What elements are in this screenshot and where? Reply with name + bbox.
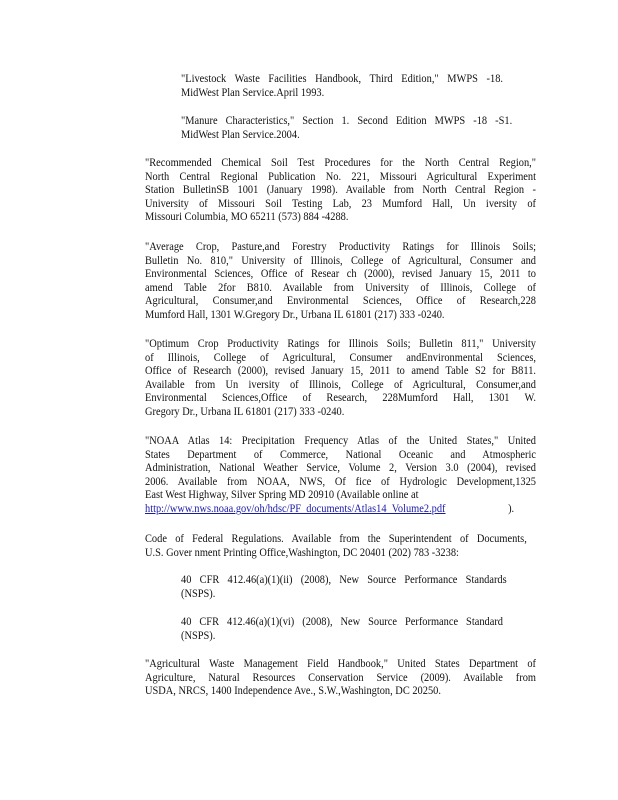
reference-line: Office of Research (2000), revised January 15, 2011 to amend Table S2 for B811.: [145, 365, 536, 378]
reference-line: Station BulletinSB 1001 (January 1998). Available from North Central Region -: [145, 184, 536, 197]
reference-line: "Agricultural Waste Management Field Handbook," United States Department of: [145, 658, 536, 670]
reference-line: University of Missouri Soil Testing Lab, 23 Mumford Hall, Un iversity of: [145, 197, 536, 210]
reference-line: "Optimum Crop Productivity Ratings for Illinois Soils; Bulletin 811," University: [145, 338, 536, 350]
reference-line: (NSPS).: [181, 629, 216, 642]
reference-line: Gregory Dr., Urbana IL 61801 (217) 333 -0240.: [145, 405, 345, 418]
reference-line: Agricultural, Consumer,and Environmental Sciences, Office of Research,228: [145, 295, 536, 308]
reference-line: MidWest Plan Service.April 1993.: [181, 86, 325, 99]
reference-line: Bulletin No. 810," University of Illinois, College of Agricultural, Consumer and: [145, 254, 536, 267]
reference-line: Missouri Columbia, MO 65211 (573) 884 -4288.: [145, 211, 349, 224]
reference-line: 40 CFR 412.46(a)(1)(ii) (2008), New Source Performance Standards: [181, 574, 507, 586]
reference-line: North Central Regional Publication No. 221, Missouri Agricultural Experiment: [145, 170, 536, 183]
reference-line: MidWest Plan Service.2004.: [181, 128, 300, 141]
reference-line: amend Table 2for B810. Available from University of Illinois, College of: [145, 281, 536, 294]
reference-line: Agriculture, Natural Resources Conservation Service (2009). Available from: [145, 671, 536, 684]
reference-line: East West Highway, Silver Spring MD 20910 (Available online at: [145, 489, 419, 502]
reference-line: Administration, National Weather Service, Volume 2, Version 3.0 (2004), revised: [145, 462, 536, 475]
reference-line: 2006. Available from NOAA, NWS, Of fice of Hydrologic Development,1325: [145, 475, 536, 488]
reference-line: Code of Federal Regulations. Available from the Superintendent of Documents,: [145, 533, 527, 545]
reference-line: Environmental Sciences, Office of Resear ch (2000), revised January 15, 2011 to: [145, 268, 536, 281]
reference-line: Mumford Hall, 1301 W.Gregory Dr., Urbana IL 61801 (217) 333 -0240.: [145, 308, 445, 321]
noaa-atlas-link[interactable]: http://www.nws.noaa.gov/oh/hdsc/PF_documents/Atlas14_Volume2.pdf: [145, 502, 446, 515]
reference-cfr-412-46-vi: [181, 616, 503, 643]
link-suffix: ).: [508, 502, 515, 515]
reference-line: [145, 503, 536, 517]
reference-bulletin-811: [145, 338, 536, 420]
reference-line: Available from Un iversity of Illinois, College of Agricultural, Consumer,and: [145, 378, 536, 391]
reference-cfr: [145, 533, 527, 560]
reference-line: (NSPS).: [181, 587, 216, 600]
reference-line: Environmental Sciences,Office of Research, 228Mumford Hall, 1301 W.: [145, 392, 536, 405]
reference-line: States Department of Commerce, National Oceanic and Atmospheric: [145, 448, 536, 461]
reference-livestock-handbook: [181, 73, 503, 100]
reference-line: "NOAA Atlas 14: Precipitation Frequency Atlas of the United States," United: [145, 435, 536, 447]
reference-line: U.S. Gover nment Printing Office,Washington, DC 20401 (202) 783 -3238:: [145, 546, 459, 559]
reference-line: 40 CFR 412.46(a)(1)(vi) (2008), New Source Performance Standard: [181, 616, 503, 628]
reference-bulletin-810: [145, 241, 536, 323]
reference-manure-characteristics: [181, 115, 512, 142]
reference-line: USDA, NRCS, 1400 Independence Ave., S.W.,Washington, DC 20250.: [145, 685, 441, 698]
reference-line: "Recommended Chemical Soil Test Procedures for the North Central Region,": [145, 157, 536, 169]
reference-line: of Illinois, College of Agricultural, Consumer andEnvironmental Sciences,: [145, 351, 536, 364]
reference-noaa-atlas-14: [145, 435, 536, 517]
reference-soil-test-procedures: [145, 157, 536, 225]
reference-line: "Livestock Waste Facilities Handbook, Third Edition," MWPS -18.: [181, 73, 503, 85]
reference-line: "Manure Characteristics," Section 1. Second Edition MWPS -18 -S1.: [181, 115, 513, 127]
reference-cfr-412-46-ii: [181, 574, 507, 601]
reference-line: "Average Crop, Pasture,and Forestry Productivity Ratings for Illinois Soils;: [145, 241, 536, 253]
reference-ag-waste-handbook: [145, 658, 536, 699]
